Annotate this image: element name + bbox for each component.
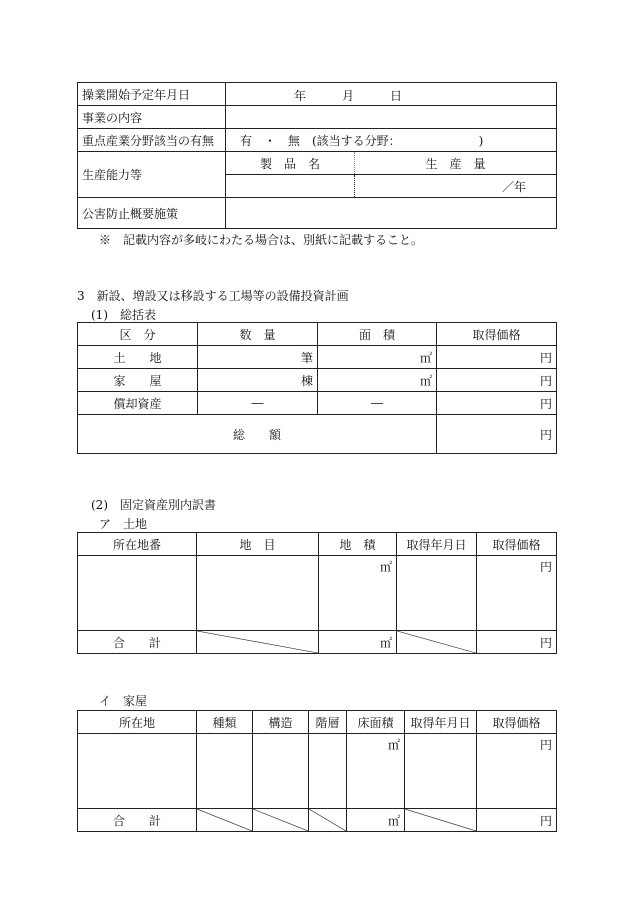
house-type-cell[interactable] [197,734,253,809]
land-header-area: 地 積 [319,533,397,556]
summary-row-qty[interactable]: 棟 [198,369,318,392]
house-floors-cell[interactable] [309,734,347,809]
table-row [78,734,557,809]
house-header-floor-area: 床面積 [347,711,405,734]
summary-row-label: 家 屋 [78,369,198,392]
house-header-structure: 構造 [253,711,309,734]
land-header-date: 取得年月日 [397,533,477,556]
land-header-location: 所在地番 [78,533,197,556]
diagonal-strike [253,809,309,832]
house-price-cell[interactable]: 円 [477,734,557,809]
start-date-label: 操業開始予定年月日 [78,83,226,106]
plan-table [77,82,557,229]
house-total-label: 合 計 [78,809,197,832]
day-label: 日 [390,89,403,103]
production-volume-value[interactable]: ／年 [355,175,557,198]
summary-table [77,322,557,454]
land-date-cell[interactable] [397,556,477,631]
summary-row-qty: ― [198,392,318,415]
pollution-value[interactable] [226,198,557,229]
summary-row-area: ― [318,392,437,415]
summary-row-area[interactable]: ㎡ [318,369,437,392]
house-floor-area-cell[interactable]: ㎡ [347,734,405,809]
diagonal-strike [309,809,347,832]
priority-label: 重点産業分野該当の有無 [78,129,226,152]
table-row [78,556,557,631]
summary-row-price[interactable]: 円 [437,392,557,415]
house-location-cell[interactable] [78,734,197,809]
table-row [78,392,557,415]
breakdown-subheading: (2) 固定資産別内訳書 [91,498,216,512]
diagonal-strike [197,631,319,654]
land-price-cell[interactable]: 円 [477,556,557,631]
land-total-area[interactable]: ㎡ [319,631,397,654]
summary-header-area: 面 積 [318,323,437,346]
summary-total-label: 総 額 [78,415,437,454]
diagonal-strike [397,631,477,654]
table-row [78,369,557,392]
production-volume-header: 生 産 量 [355,152,557,175]
land-header-price: 取得価格 [477,533,557,556]
land-location-cell[interactable] [78,556,197,631]
summary-header-category: 区 分 [78,323,198,346]
summary-header-quantity: 数 量 [198,323,318,346]
product-name-value[interactable] [226,175,355,198]
business-value[interactable] [226,106,557,129]
diagonal-strike [197,809,253,832]
house-header-floors: 階層 [309,711,347,734]
summary-subheading: (1) 総括表 [91,308,156,322]
summary-row-qty[interactable]: 筆 [198,346,318,369]
house-header-location: 所在地 [78,711,197,734]
summary-total-price[interactable]: 円 [437,415,557,454]
house-total-price[interactable]: 円 [477,809,557,832]
diagonal-strike [405,809,477,832]
land-heading: ア 土地 [99,517,148,531]
house-total-area[interactable]: ㎡ [347,809,405,832]
summary-row-price[interactable]: 円 [437,369,557,392]
summary-row-label: 償却資産 [78,392,198,415]
start-date-value[interactable] [226,83,557,106]
land-area-cell[interactable]: ㎡ [319,556,397,631]
house-header-date: 取得年月日 [405,711,477,734]
section3-heading: 3 新設、増設又は移設する工場等の設備投資計画 [77,289,349,303]
capacity-label: 生産能力等 [78,152,226,198]
house-table [77,710,557,832]
house-date-cell[interactable] [405,734,477,809]
summary-row-area[interactable]: ㎡ [318,346,437,369]
summary-header-price: 取得価格 [437,323,557,346]
land-category-cell[interactable] [197,556,319,631]
house-header-price: 取得価格 [477,711,557,734]
house-structure-cell[interactable] [253,734,309,809]
summary-row-label: 土 地 [78,346,198,369]
priority-value[interactable]: 有 ・ 無 (該当する分野： ) [226,129,557,152]
land-header-category: 地 目 [197,533,319,556]
summary-row-price[interactable]: 円 [437,346,557,369]
business-label: 事業の内容 [78,106,226,129]
pollution-label: 公害防止概要施策 [78,198,226,229]
land-table [77,532,557,654]
table-row [78,346,557,369]
land-total-price[interactable]: 円 [477,631,557,654]
house-heading: イ 家屋 [99,694,148,708]
land-total-label: 合 計 [78,631,197,654]
note-text: ※ 記載内容が多岐にわたる場合は、別紙に記載すること。 [99,233,424,247]
year-label: 年 [294,89,307,103]
product-name-header: 製 品 名 [226,152,355,175]
house-header-type: 種類 [197,711,253,734]
month-label: 月 [342,89,355,103]
